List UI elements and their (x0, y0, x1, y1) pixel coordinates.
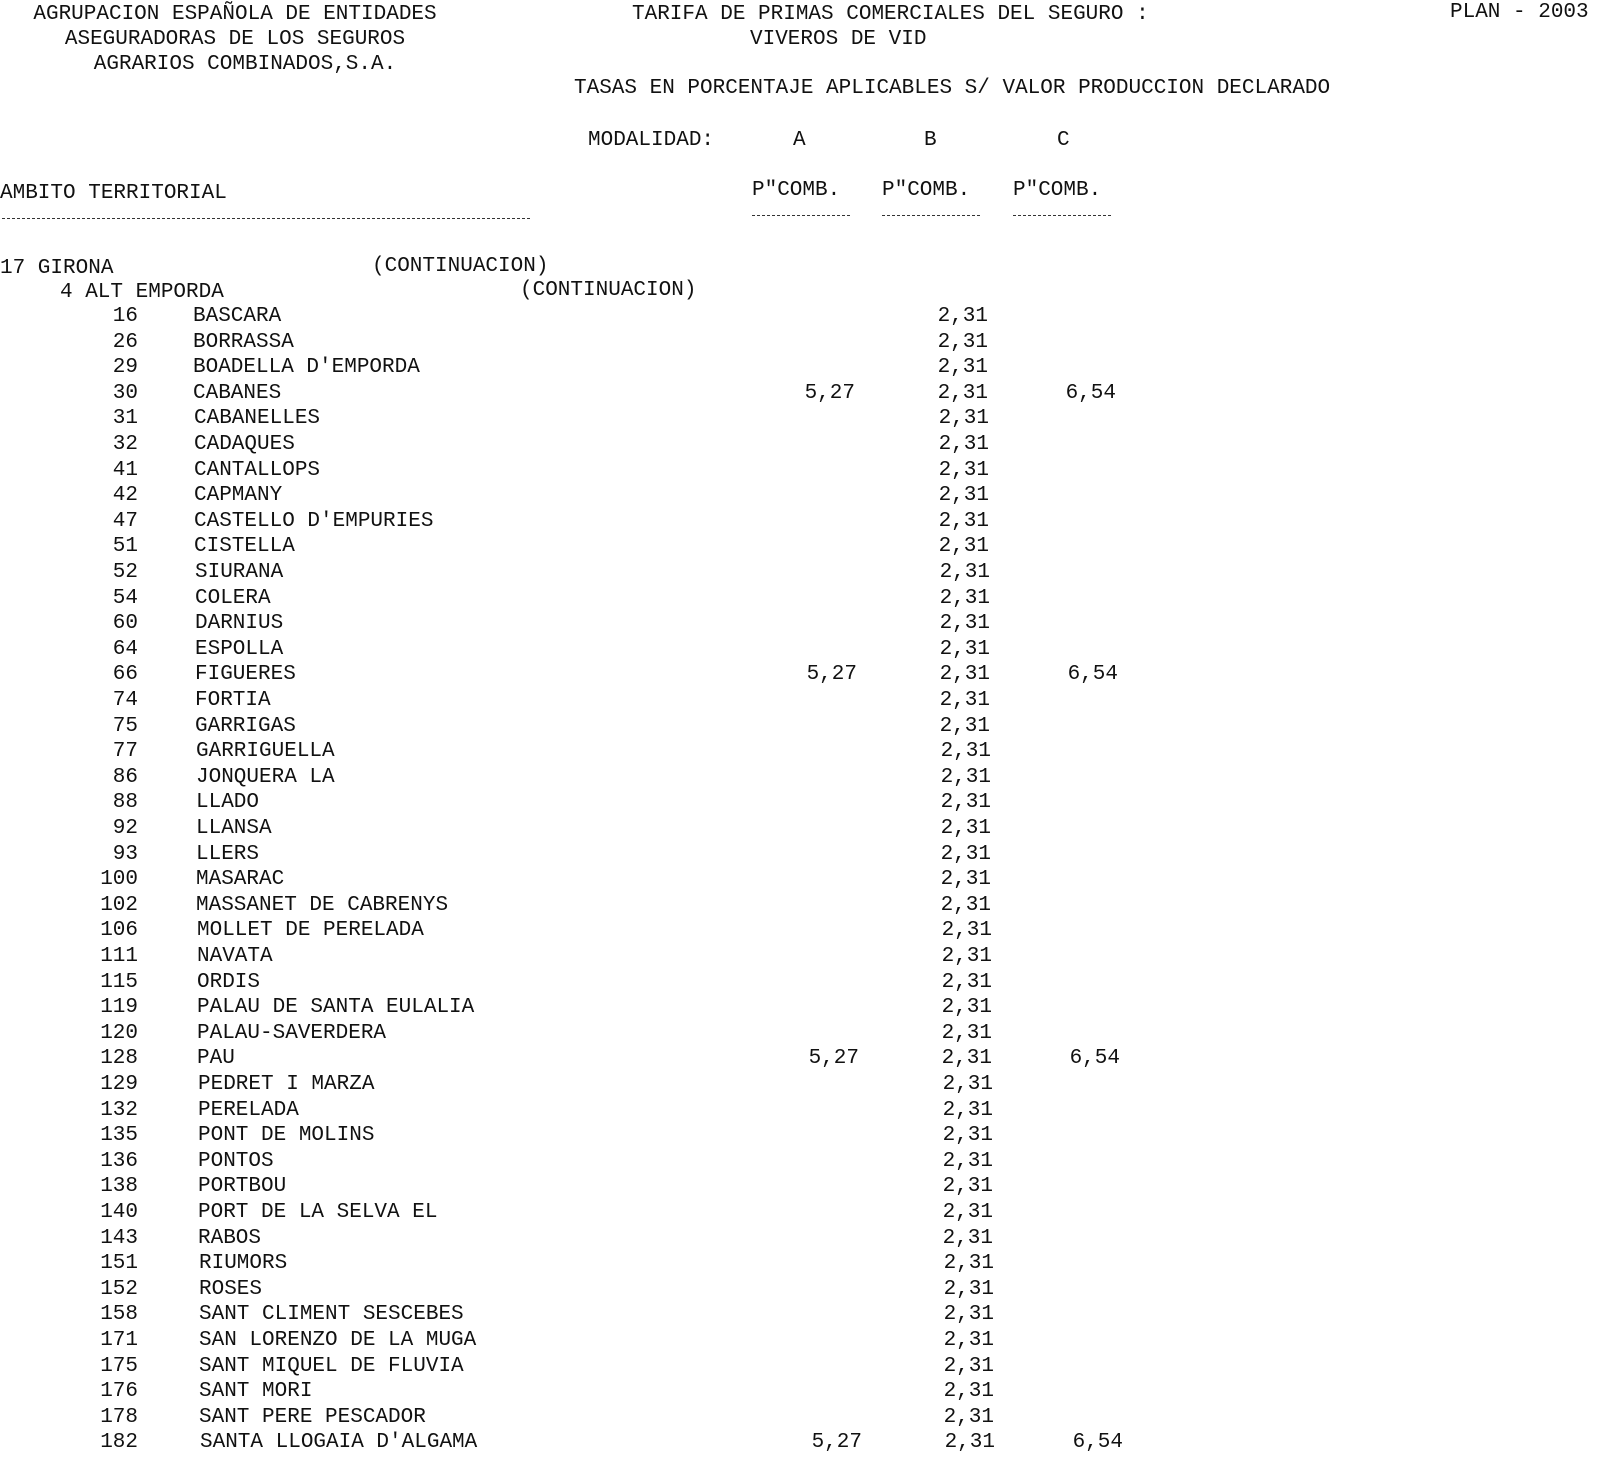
plan-label: PLAN - 2003 (1450, 1, 1589, 24)
rate-modalidad-a: 5,27 (808, 1047, 859, 1071)
rate-modalidad-b: 2,31 (940, 791, 991, 815)
table-row (0, 714, 1200, 739)
document-title: TARIFA DE PRIMAS COMERCIALES DEL SEGURO : (632, 3, 1149, 26)
municipality-code: 75 (112, 714, 138, 738)
municipality-name: NAVATA (197, 945, 273, 968)
org-line-1: AGRUPACION ESPAÑOLA DE ENTIDADES (33, 3, 437, 26)
table-row (0, 509, 1200, 534)
rate-modalidad-b: 2,31 (943, 1329, 994, 1352)
comarca-continuation: (CONTINUACION) (520, 279, 697, 302)
municipality-name: ORDIS (197, 970, 261, 994)
col-a-header: P"COMB. (752, 179, 841, 202)
municipality-code: 41 (112, 458, 138, 482)
municipality-code: 128 (100, 1047, 138, 1071)
table-row (0, 918, 1200, 943)
rate-modalidad-b: 2,31 (937, 356, 988, 380)
rate-modalidad-b: 2,31 (937, 381, 988, 405)
rate-modalidad-b: 2,31 (940, 765, 991, 789)
table-row (0, 432, 1200, 457)
rate-modalidad-b: 2,31 (941, 945, 992, 968)
municipality-name: LLADO (196, 791, 260, 815)
rate-modalidad-b: 2,31 (944, 1431, 995, 1455)
municipality-code: 86 (112, 765, 138, 789)
table-row (0, 611, 1200, 636)
rate-modalidad-b: 2,31 (940, 868, 991, 892)
municipality-name: SANT PERE PESCADOR (199, 1405, 426, 1429)
municipality-name: BOADELLA D'EMPORDA (193, 356, 420, 380)
municipality-code: 152 (100, 1277, 138, 1301)
table-row (0, 483, 1200, 508)
municipality-code: 178 (100, 1405, 138, 1429)
table-row (0, 1123, 1200, 1148)
municipality-code: 42 (112, 484, 138, 508)
municipality-name: ESPOLLA (195, 637, 284, 661)
rate-modalidad-b: 2,31 (942, 1201, 993, 1224)
org-line-3: AGRARIOS COMBINADOS,S.A. (93, 53, 397, 76)
municipality-code: 136 (100, 1149, 138, 1173)
rate-modalidad-b: 2,31 (939, 663, 990, 687)
table-row (0, 1251, 1200, 1276)
municipality-name: COLERA (195, 586, 271, 610)
rate-modalidad-b: 2,31 (943, 1303, 994, 1327)
municipality-name: MOLLET DE PERELADA (197, 919, 424, 943)
municipality-code: 106 (100, 919, 138, 943)
table-row (0, 893, 1200, 918)
rate-modalidad-c: 6,54 (1067, 663, 1118, 687)
municipality-name: CADAQUES (194, 433, 295, 456)
table-row (0, 970, 1200, 995)
municipality-code: 93 (112, 842, 138, 866)
municipality-name: FIGUERES (195, 663, 296, 687)
municipality-code: 26 (112, 330, 138, 354)
comarca-label: 4 ALT EMPORDA (60, 281, 224, 304)
municipality-name: PAU (197, 1047, 235, 1071)
table-row (0, 1072, 1200, 1097)
municipality-name: CISTELLA (194, 535, 295, 559)
rate-modalidad-b: 2,31 (938, 535, 989, 559)
municipality-name: CAPMANY (194, 484, 283, 508)
table-row (0, 1046, 1200, 1071)
modalidad-a: A (793, 129, 806, 152)
table-row (0, 1021, 1200, 1046)
municipality-code: 88 (112, 791, 138, 815)
table-row (0, 1405, 1200, 1430)
modalidad-b: B (924, 129, 937, 152)
municipality-name: SAN LORENZO DE LA MUGA (199, 1329, 477, 1352)
table-row (0, 458, 1200, 483)
province-continuation: (CONTINUACION) (372, 255, 549, 278)
rate-modalidad-b: 2,31 (939, 637, 990, 661)
municipality-name: PEDRET I MARZA (198, 1073, 375, 1096)
col-c-header: P"COMB. (1013, 179, 1102, 202)
rate-modalidad-b: 2,31 (938, 433, 989, 456)
municipality-code: 138 (100, 1175, 138, 1199)
municipality-code: 120 (100, 1021, 138, 1045)
rate-modalidad-b: 2,31 (938, 509, 989, 533)
municipality-code: 16 (112, 305, 138, 328)
col-b-separator (882, 215, 980, 216)
municipality-code: 175 (100, 1354, 138, 1378)
rate-modalidad-b: 2,31 (943, 1252, 994, 1276)
municipality-name: BORRASSA (193, 330, 294, 354)
municipality-code: 143 (100, 1226, 138, 1250)
rates-subtitle: TASAS EN PORCENTAJE APLICABLES S/ VALOR PRODUCCION DECLARADO (574, 77, 1331, 100)
municipality-code: 132 (100, 1098, 138, 1122)
table-row (0, 381, 1200, 406)
municipality-code: 182 (100, 1431, 138, 1455)
col-a-separator (752, 215, 850, 216)
rate-modalidad-b: 2,31 (942, 1073, 993, 1096)
rate-modalidad-b: 2,31 (937, 305, 988, 328)
municipality-code: 92 (112, 817, 138, 840)
municipality-name: PALAU DE SANTA EULALIA (197, 996, 475, 1020)
rate-modalidad-b: 2,31 (940, 740, 991, 764)
table-row (0, 586, 1200, 611)
municipality-name: SANTA LLOGAIA D'ALGAMA (200, 1431, 478, 1455)
rate-modalidad-b: 2,31 (940, 893, 991, 917)
municipality-name: RIUMORS (199, 1252, 288, 1276)
rate-modalidad-b: 2,31 (941, 996, 992, 1020)
table-row (0, 534, 1200, 559)
rate-modalidad-b: 2,31 (938, 407, 989, 431)
municipality-code: 31 (112, 407, 138, 431)
municipality-code: 119 (100, 996, 138, 1020)
rate-modalidad-b: 2,31 (943, 1380, 994, 1404)
table-row (0, 765, 1200, 790)
table-row (0, 1174, 1200, 1199)
table-row (0, 330, 1200, 355)
rate-modalidad-c: 6,54 (1069, 1047, 1120, 1071)
col-b-header: P"COMB. (882, 179, 971, 202)
rate-modalidad-b: 2,31 (943, 1277, 994, 1301)
modalidad-label: MODALIDAD: (588, 129, 715, 152)
municipality-name: CABANELLES (194, 407, 321, 431)
municipality-code: 74 (112, 689, 138, 712)
table-row (0, 816, 1200, 841)
rate-modalidad-c: 6,54 (1065, 381, 1116, 405)
municipality-name: LLERS (196, 842, 260, 866)
table-row (0, 790, 1200, 815)
municipality-code: 47 (112, 509, 138, 533)
municipality-name: BASCARA (193, 305, 282, 328)
table-row (0, 688, 1200, 713)
municipality-name: JONQUERA LA (196, 765, 335, 789)
municipality-name: PORT DE LA SELVA EL (198, 1201, 438, 1224)
municipality-code: 115 (100, 970, 138, 994)
document-subject: VIVEROS DE VID (750, 28, 927, 51)
table-row (0, 1226, 1200, 1251)
rate-modalidad-a: 5,27 (804, 381, 855, 405)
municipality-code: 30 (112, 381, 138, 405)
municipality-code: 176 (100, 1380, 138, 1404)
municipality-name: CANTALLOPS (194, 458, 321, 482)
municipality-code: 54 (112, 586, 138, 610)
rate-modalidad-a: 5,27 (806, 663, 857, 687)
municipality-code: 66 (112, 663, 138, 687)
municipality-code: 51 (112, 535, 138, 559)
municipality-code: 29 (112, 356, 138, 380)
municipality-name: CABANES (193, 381, 282, 405)
rate-modalidad-b: 2,31 (938, 458, 989, 482)
rate-modalidad-c: 6,54 (1072, 1431, 1123, 1455)
municipality-code: 102 (100, 893, 138, 917)
municipality-name: ROSES (199, 1277, 263, 1301)
municipality-code: 135 (100, 1124, 138, 1148)
table-row (0, 406, 1200, 431)
table-row (0, 1302, 1200, 1327)
rate-modalidad-b: 2,31 (939, 586, 990, 610)
municipality-name: MASARAC (196, 868, 285, 892)
table-row (0, 1098, 1200, 1123)
municipality-name: CASTELLO D'EMPURIES (194, 509, 434, 533)
rate-modalidad-b: 2,31 (939, 714, 990, 738)
table-row (0, 867, 1200, 892)
municipality-code: 111 (100, 945, 138, 968)
municipality-name: PERELADA (198, 1098, 299, 1122)
municipality-name: LLANSA (196, 817, 272, 840)
rate-modalidad-b: 2,31 (937, 330, 988, 354)
table-row (0, 304, 1200, 329)
rate-modalidad-b: 2,31 (943, 1354, 994, 1378)
table-row (0, 637, 1200, 662)
rate-modalidad-b: 2,31 (942, 1149, 993, 1173)
municipality-code: 158 (100, 1303, 138, 1327)
table-row (0, 560, 1200, 585)
rate-modalidad-b: 2,31 (941, 919, 992, 943)
rate-modalidad-b: 2,31 (939, 612, 990, 636)
municipality-name: PONTOS (198, 1149, 274, 1173)
ambito-territorial-header: AMBITO TERRITORIAL (0, 182, 227, 205)
municipality-name: PALAU-SAVERDERA (197, 1021, 387, 1045)
ambito-separator (2, 218, 530, 219)
municipality-name: PORTBOU (198, 1175, 287, 1199)
municipality-name: PONT DE MOLINS (198, 1124, 375, 1148)
rate-modalidad-b: 2,31 (943, 1405, 994, 1429)
municipality-name: SIURANA (195, 561, 284, 584)
province-label: 17 GIRONA (0, 257, 114, 280)
municipality-name: GARRIGUELLA (196, 740, 335, 764)
table-row (0, 662, 1200, 687)
rate-modalidad-b: 2,31 (939, 561, 990, 584)
rate-modalidad-b: 2,31 (942, 1226, 993, 1250)
table-row (0, 995, 1200, 1020)
municipality-code: 52 (112, 561, 138, 584)
municipality-name: SANT MORI (199, 1380, 313, 1404)
municipality-name: FORTIA (195, 689, 271, 712)
rate-modalidad-b: 2,31 (940, 842, 991, 866)
municipality-code: 77 (112, 740, 138, 764)
rate-modalidad-b: 2,31 (942, 1098, 993, 1122)
modalidad-c: C (1057, 129, 1070, 152)
municipality-code: 32 (112, 433, 138, 456)
rate-modalidad-b: 2,31 (940, 817, 991, 840)
table-row (0, 1277, 1200, 1302)
rate-modalidad-b: 2,31 (942, 1124, 993, 1148)
municipality-name: SANT MIQUEL DE FLUVIA (199, 1354, 464, 1378)
table-row (0, 1149, 1200, 1174)
table-row (0, 1354, 1200, 1379)
municipality-code: 64 (112, 637, 138, 661)
rate-modalidad-b: 2,31 (941, 1047, 992, 1071)
municipality-name: DARNIUS (195, 612, 284, 636)
table-row (0, 944, 1200, 969)
table-row (0, 1328, 1200, 1353)
table-row (0, 1430, 1200, 1455)
rate-modalidad-b: 2,31 (939, 689, 990, 712)
municipality-name: MASSANET DE CABRENYS (196, 893, 449, 917)
org-line-2: ASEGURADORAS DE LOS SEGUROS (64, 28, 406, 51)
table-row (0, 739, 1200, 764)
municipality-code: 171 (100, 1329, 138, 1352)
rate-modalidad-b: 2,31 (941, 1021, 992, 1045)
col-c-separator (1013, 215, 1111, 216)
municipality-name: SANT CLIMENT SESCEBES (199, 1303, 464, 1327)
table-row (0, 355, 1200, 380)
municipality-code: 100 (100, 868, 138, 892)
municipality-code: 129 (100, 1073, 138, 1096)
rate-modalidad-b: 2,31 (942, 1175, 993, 1199)
rate-modalidad-b: 2,31 (938, 484, 989, 508)
rate-modalidad-a: 5,27 (811, 1431, 862, 1455)
table-row (0, 1379, 1200, 1404)
rate-modalidad-b: 2,31 (941, 970, 992, 994)
municipality-code: 151 (100, 1252, 138, 1276)
municipality-name: RABOS (198, 1226, 262, 1250)
table-row (0, 1200, 1200, 1225)
table-row (0, 842, 1200, 867)
municipality-code: 140 (100, 1201, 138, 1224)
municipality-name: GARRIGAS (195, 714, 296, 738)
municipality-code: 60 (112, 612, 138, 636)
